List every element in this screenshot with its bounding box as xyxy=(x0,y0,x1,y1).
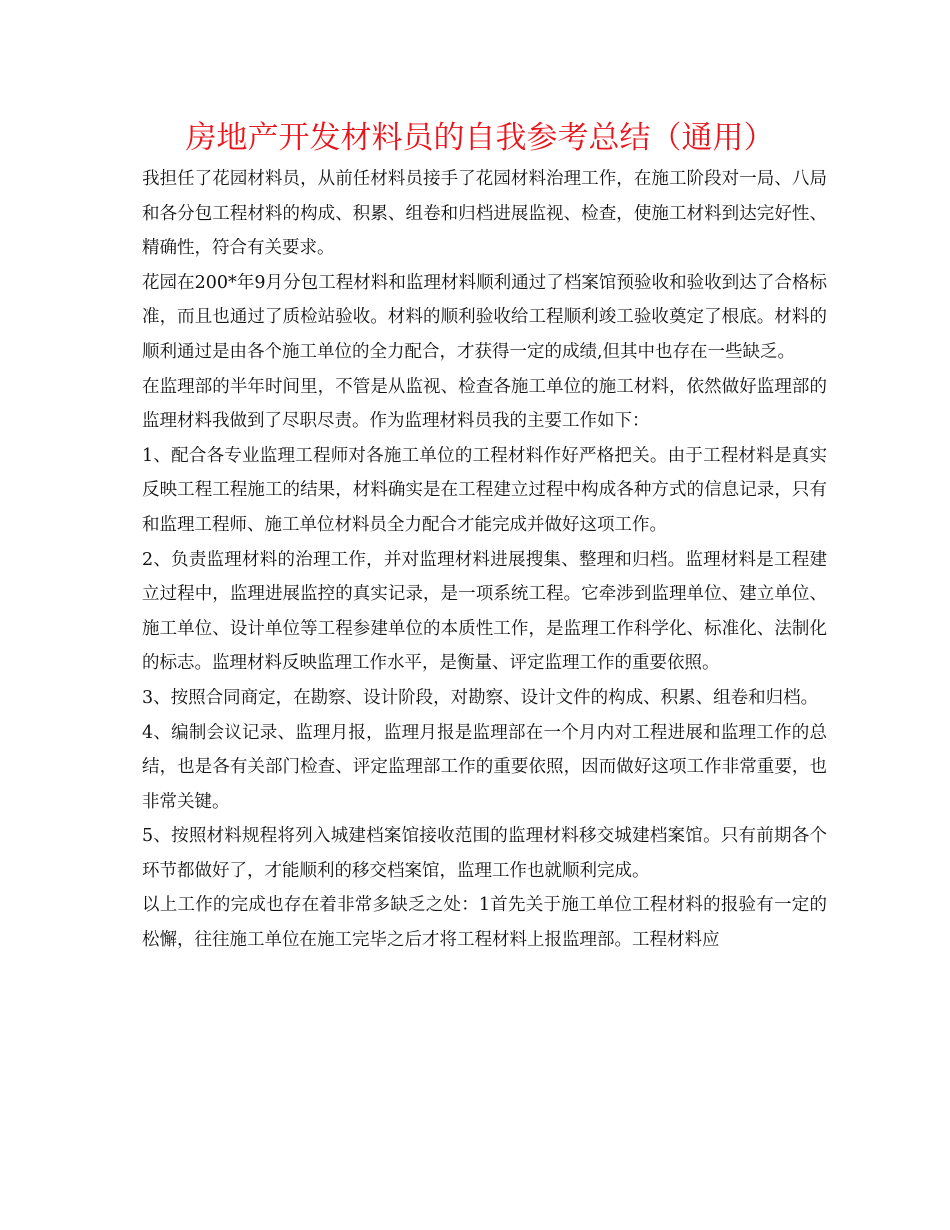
paragraph-7: 4、编制会议记录、监理月报，监理月报是监理部在一个月内对工程进展和监理工作的总结，也是各有关部门检查、评定监理部工作的重要依照，因而做好这项工作非常重要，也非常关键。 xyxy=(142,722,827,812)
paragraph-8: 5、按照材料规程将列入城建档案馆接收范围的监理材料移交城建档案馆。只有前期各个环节都做好了，才能顺利的移交档案馆，监理工作也就顺利完成。 xyxy=(142,826,827,881)
paragraph-6: 3、按照合同商定，在勘察、设计阶段，对勘察、设计文件的构成、积累、组卷和归档。 xyxy=(142,687,819,708)
paragraph-1: 我担任了花园材料员，从前任材料员接手了花园材料治理工作，在施工阶段对一局、八局和各分包工程材料的构成、积累、组卷和归档进展监视、检查，使施工材料到达完好性、精确性，符合有关要求。 xyxy=(142,169,827,259)
paragraph-3: 在监理部的半年时间里，不管是从监视、检查各施工单位的施工材料，依然做好监理部的监理材料我做到了尽职尽责。作为监理材料员我的主要工作如下： xyxy=(142,376,827,432)
document-title: 房地产开发材料员的自我参考总结（通用） xyxy=(185,120,775,156)
paragraph-2: 花园在200*年9月分包工程材料和监理材料顺利通过了档案馆预验收和验收到达了合格标准，而且也通过了质检站验收。材料的顺利验收给工程顺利竣工验收奠定了根底。材料的顺利通过是由各个施工单位的全力配合，才获得一定的成绩,但其中也存在一些缺乏。 xyxy=(142,272,827,362)
paragraph-5: 2、负责监理材料的治理工作，并对监理材料进展搜集、整理和归档。监理材料是工程建立过程中，监理进展监控的真实记录，是一项系统工程。它牵涉到监理单位、建立单位、施工单位、设计单位等工程参建单位的本质性工作，是监理工作科学化、标准化、法制化的标志。监理材料反映监理工作水平，是衡量、评定监理工作的重要依照。 xyxy=(142,549,827,674)
paragraph-9: 以上工作的完成也存在着非常多缺乏之处：1首先关于施工单位工程材料的报验有一定的松懈，往往施工单位在施工完毕之后才将工程材料上报监理部。工程材料应 xyxy=(142,895,827,951)
paragraph-4: 1、配合各专业监理工程师对各施工单位的工程材料作好严格把关。由于工程材料是真实反映工程工程施工的结果，材料确实是在工程建立过程中构成各种方式的信息记录，只有和监理工程师、施工单位材料员全力配合才能完成并做好这项工作。 xyxy=(142,445,827,535)
document-body xyxy=(142,162,827,958)
